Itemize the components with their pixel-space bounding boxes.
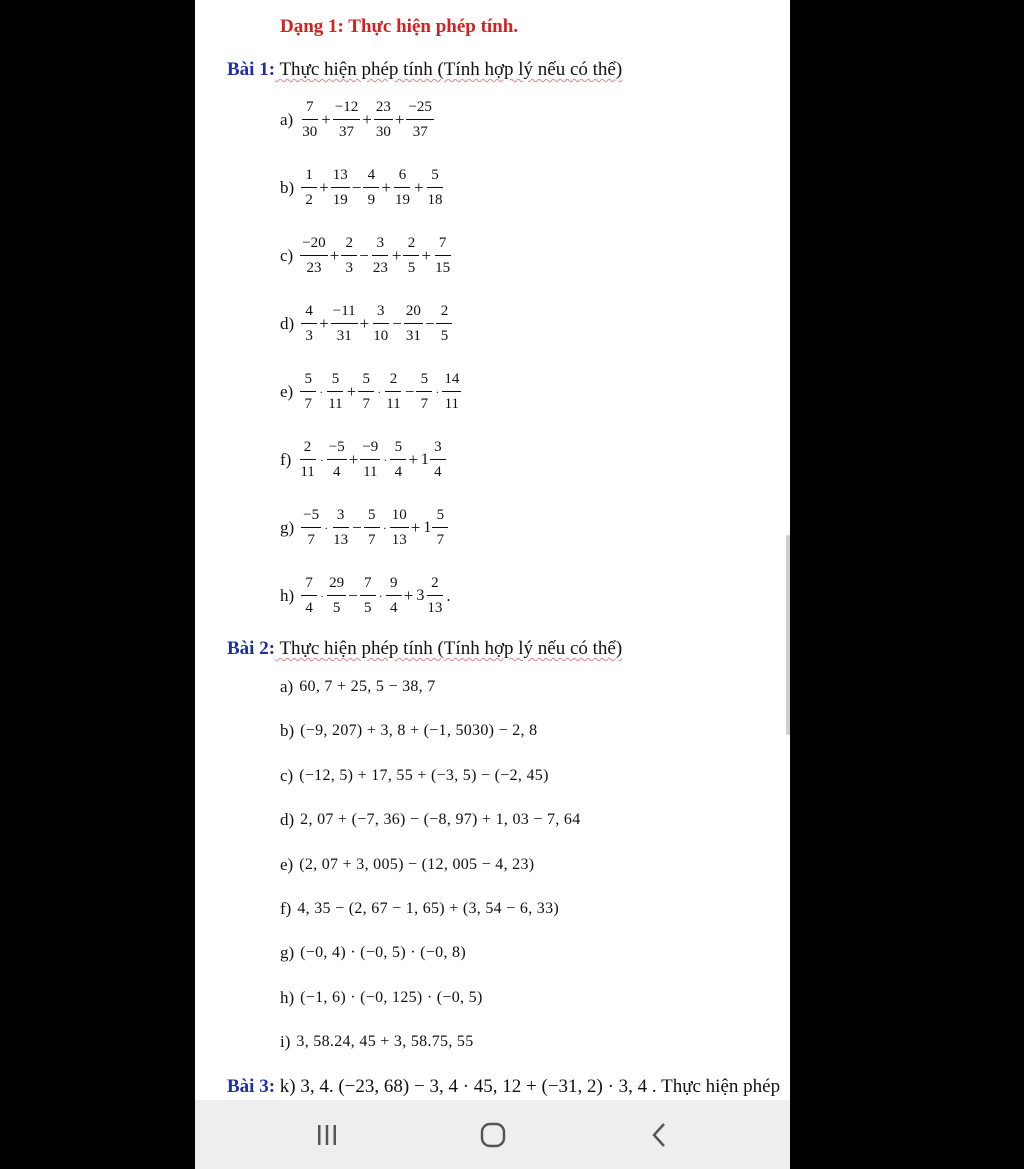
denominator: 37	[339, 124, 355, 140]
exercise-2-text: Thực hiện phép tính (Tính hợp lý nếu có thể)	[275, 638, 623, 659]
scrollbar-thumb[interactable]	[786, 535, 790, 735]
exercise-2-item	[280, 810, 581, 830]
numerator: 5	[358, 372, 374, 392]
numerator: 7	[435, 236, 451, 256]
operator: −	[352, 518, 362, 537]
denominator: 13	[427, 600, 443, 616]
denominator: 4	[305, 600, 313, 616]
exercise-1-text: Thực hiện phép tính (Tính hợp lý nếu có thể)	[275, 59, 623, 80]
item-label: e)	[280, 382, 294, 401]
denominator: 5	[440, 328, 449, 344]
exercise-2-item	[280, 766, 549, 786]
fraction	[331, 304, 358, 344]
fraction	[363, 168, 379, 208]
operator: ·	[319, 452, 324, 467]
fraction	[301, 576, 317, 616]
denominator: 30	[302, 124, 318, 140]
exercise-2-item	[280, 721, 537, 741]
denominator: 31	[405, 328, 421, 344]
numerator: 5	[432, 508, 448, 528]
operator: +	[403, 586, 414, 605]
operator: +	[359, 314, 370, 333]
operator: +	[391, 246, 402, 265]
fraction	[433, 236, 452, 276]
fraction	[358, 372, 374, 412]
expression: (−9, 207) + 3, 8 + (−1, 5030) − 2, 8	[300, 722, 538, 739]
numerator: 1	[301, 168, 317, 188]
whole-number: 1	[420, 451, 429, 468]
operator: +	[394, 110, 405, 129]
numerator: −11	[331, 304, 358, 324]
numerator: 5	[390, 440, 406, 460]
fraction	[301, 508, 321, 548]
fraction	[331, 168, 350, 208]
fraction	[374, 100, 393, 140]
fraction	[371, 236, 390, 276]
numerator: 5	[364, 508, 380, 528]
denominator: 3	[345, 260, 354, 276]
fraction	[298, 440, 316, 480]
android-nav-bar	[195, 1100, 790, 1169]
item-label: h)	[280, 586, 295, 605]
numerator: 7	[302, 100, 318, 120]
denominator: 2	[305, 192, 313, 208]
numerator: 2	[300, 440, 316, 460]
operator: +	[346, 382, 357, 401]
numerator: −5	[327, 440, 347, 460]
operator: +	[362, 110, 372, 129]
operator: −	[424, 314, 435, 333]
operator: −	[404, 382, 415, 401]
denominator: 7	[367, 532, 376, 548]
numerator: 3	[430, 440, 446, 460]
fraction	[360, 576, 376, 616]
denominator: 11	[328, 396, 343, 412]
document-page	[195, 0, 790, 1100]
fraction	[386, 576, 402, 616]
fraction	[403, 236, 419, 276]
numerator: −9	[360, 440, 380, 460]
home-icon	[480, 1122, 506, 1148]
whole-number: 1	[423, 519, 432, 536]
exercise-2-item	[280, 855, 534, 875]
fraction	[300, 100, 319, 140]
item-label: a)	[280, 677, 294, 696]
numerator: 23	[374, 100, 393, 120]
denominator: 15	[435, 260, 451, 276]
denominator: 5	[364, 600, 372, 616]
expression: 2, 07 + (−7, 36) − (−8, 97) + 1, 03 − 7, 64	[300, 811, 581, 828]
numerator: 5	[300, 372, 316, 392]
expression: (−0, 4) · (−0, 5) · (−0, 8)	[300, 944, 466, 961]
exercise-3-header	[227, 1076, 780, 1098]
item-label: g)	[280, 518, 295, 537]
recent-apps-button[interactable]	[287, 1100, 367, 1169]
numerator: 2	[341, 236, 357, 256]
exercise-1-item	[280, 508, 449, 548]
numerator: 29	[327, 576, 346, 596]
numerator: 2	[403, 236, 419, 256]
exercise-1-item	[280, 372, 462, 412]
denominator: 4	[394, 464, 403, 480]
numerator: 7	[301, 576, 317, 596]
numerator: 10	[390, 508, 409, 528]
denominator: 31	[336, 328, 352, 344]
exercise-3-title: Bài 3:	[227, 1076, 276, 1097]
operator: ·	[378, 588, 383, 603]
denominator: 13	[391, 532, 407, 548]
expression: (2, 07 + 3, 005) − (12, 005 − 4, 23)	[299, 856, 535, 873]
fraction	[364, 508, 380, 548]
denominator: 30	[375, 124, 391, 140]
item-label: d)	[280, 810, 295, 829]
exercise-1-item	[280, 236, 453, 276]
item-label: f)	[280, 450, 292, 469]
denominator: 3	[305, 328, 313, 344]
numerator: 5	[327, 372, 343, 392]
numerator: 3	[373, 304, 389, 324]
operator: −	[359, 246, 369, 265]
back-button[interactable]	[620, 1100, 700, 1169]
home-button[interactable]	[453, 1100, 533, 1169]
operator: −	[392, 314, 402, 333]
fraction	[404, 304, 423, 344]
denominator: 23	[306, 260, 322, 276]
fraction	[384, 372, 402, 412]
denominator: 19	[332, 192, 348, 208]
fraction	[390, 508, 409, 548]
item-label: b)	[280, 721, 295, 740]
numerator: 2	[385, 372, 401, 392]
denominator: 7	[362, 396, 371, 412]
expression: 60, 7 + 25, 5 − 38, 7	[299, 678, 436, 695]
fraction	[442, 372, 461, 412]
operator: ·	[319, 384, 324, 399]
numerator: −20	[300, 236, 327, 256]
operator: +	[329, 246, 340, 265]
operator: ·	[435, 384, 440, 399]
item-label: e)	[280, 855, 294, 874]
denominator: 13	[333, 532, 349, 548]
numerator: 2	[427, 576, 443, 596]
denominator: 7	[420, 396, 429, 412]
numerator: 5	[427, 168, 443, 188]
operator: .	[446, 586, 451, 605]
fraction	[300, 236, 327, 276]
denominator: 5	[332, 600, 341, 616]
item-label: d)	[280, 314, 295, 333]
fraction	[371, 304, 390, 344]
numerator: 13	[331, 168, 350, 188]
item-label: a)	[280, 110, 294, 129]
operator: +	[421, 246, 432, 265]
fraction	[333, 100, 360, 140]
numerator: 4	[301, 304, 317, 324]
denominator: 7	[304, 396, 312, 412]
fraction	[327, 440, 347, 480]
numerator: 3	[372, 236, 388, 256]
denominator: 37	[412, 124, 428, 140]
fraction	[416, 372, 432, 412]
denominator: 5	[407, 260, 416, 276]
numerator: 20	[404, 304, 423, 324]
exercise-1-item	[280, 440, 447, 480]
exercise-1-item	[280, 304, 453, 344]
operator: +	[321, 110, 331, 129]
exercise-1-item	[280, 576, 452, 616]
expression: (−1, 6) · (−0, 125) · (−0, 5)	[300, 989, 483, 1006]
fraction	[301, 304, 317, 344]
exercise-3-text: k) 3, 4. (−23, 68) − 3, 4 · 45, 12 + (−31, 2) · 3, 4 . Thực hiện phép	[275, 1076, 781, 1097]
denominator: 11	[386, 396, 401, 412]
fraction	[432, 508, 448, 548]
fraction	[426, 168, 445, 208]
exercise-2-item	[280, 1032, 474, 1052]
exercise-2-title: Bài 2:	[227, 638, 276, 659]
numerator: 14	[442, 372, 461, 392]
denominator: 4	[333, 464, 341, 480]
fraction	[331, 508, 350, 548]
operator: ·	[320, 588, 325, 603]
exercise-1-header	[227, 59, 622, 81]
operator: +	[381, 178, 391, 197]
numerator: 7	[360, 576, 376, 596]
operator: +	[319, 178, 329, 197]
operator: −	[348, 586, 358, 605]
operator: −	[351, 178, 362, 197]
fraction	[436, 304, 452, 344]
denominator: 7	[307, 532, 315, 548]
operator: +	[408, 450, 418, 469]
denominator: 23	[372, 260, 388, 276]
fraction	[425, 576, 444, 616]
fraction	[327, 576, 346, 616]
numerator: 3	[333, 508, 349, 528]
denominator: 11	[444, 396, 460, 412]
denominator: 4	[434, 464, 442, 480]
denominator: 19	[394, 192, 410, 208]
numerator: 2	[436, 304, 452, 324]
item-label: g)	[280, 943, 295, 962]
exercise-2-item	[280, 988, 483, 1008]
item-label: b)	[280, 178, 295, 197]
expression: (−12, 5) + 17, 55 + (−3, 5) − (−2, 45)	[299, 767, 549, 784]
numerator: 4	[363, 168, 379, 188]
item-label: f)	[280, 899, 292, 918]
numerator: 6	[394, 168, 410, 188]
numerator: 5	[416, 372, 432, 392]
denominator: 7	[436, 532, 445, 548]
fraction	[406, 100, 433, 140]
recent-apps-icon	[315, 1123, 339, 1147]
expression: 3, 58.24, 45 + 3, 58.75, 55	[296, 1033, 474, 1050]
denominator: 11	[300, 464, 315, 480]
operator: +	[319, 314, 329, 333]
exercise-2-item	[280, 943, 466, 963]
fraction	[360, 440, 380, 480]
fraction	[390, 440, 406, 480]
item-label: c)	[280, 766, 294, 785]
fraction	[393, 168, 412, 208]
denominator: 9	[367, 192, 376, 208]
fraction	[300, 372, 316, 412]
fraction	[430, 440, 446, 480]
operator: +	[413, 178, 424, 197]
denominator: 10	[373, 328, 389, 344]
expression: 4, 35 − (2, 67 − 1, 65) + (3, 54 − 6, 33)	[297, 900, 560, 917]
denominator: 18	[427, 192, 443, 208]
section-heading: Dạng 1: Thực hiện phép tính.	[280, 16, 519, 37]
item-label: c)	[280, 246, 294, 265]
exercise-2-item	[280, 899, 559, 919]
exercise-1-item	[280, 100, 435, 140]
fraction	[341, 236, 357, 276]
exercise-2-header	[227, 638, 622, 660]
whole-number: 3	[416, 587, 425, 604]
fraction	[326, 372, 344, 412]
numerator: −25	[406, 100, 433, 120]
denominator: 4	[390, 600, 398, 616]
numerator: 9	[386, 576, 402, 596]
numerator: −12	[333, 100, 360, 120]
denominator: 11	[363, 464, 378, 480]
exercise-1-item	[280, 168, 446, 208]
operator: ·	[377, 384, 382, 399]
item-label: i)	[280, 1032, 291, 1051]
exercise-1-title: Bài 1:	[227, 59, 276, 80]
back-icon	[650, 1122, 670, 1148]
operator: ·	[383, 452, 388, 467]
item-label: h)	[280, 988, 295, 1007]
numerator: −5	[301, 508, 321, 528]
exercise-2-item	[280, 677, 436, 697]
operator: +	[410, 518, 421, 537]
operator: ·	[382, 520, 387, 535]
operator: ·	[324, 520, 329, 535]
operator: +	[348, 450, 359, 469]
fraction	[301, 168, 317, 208]
